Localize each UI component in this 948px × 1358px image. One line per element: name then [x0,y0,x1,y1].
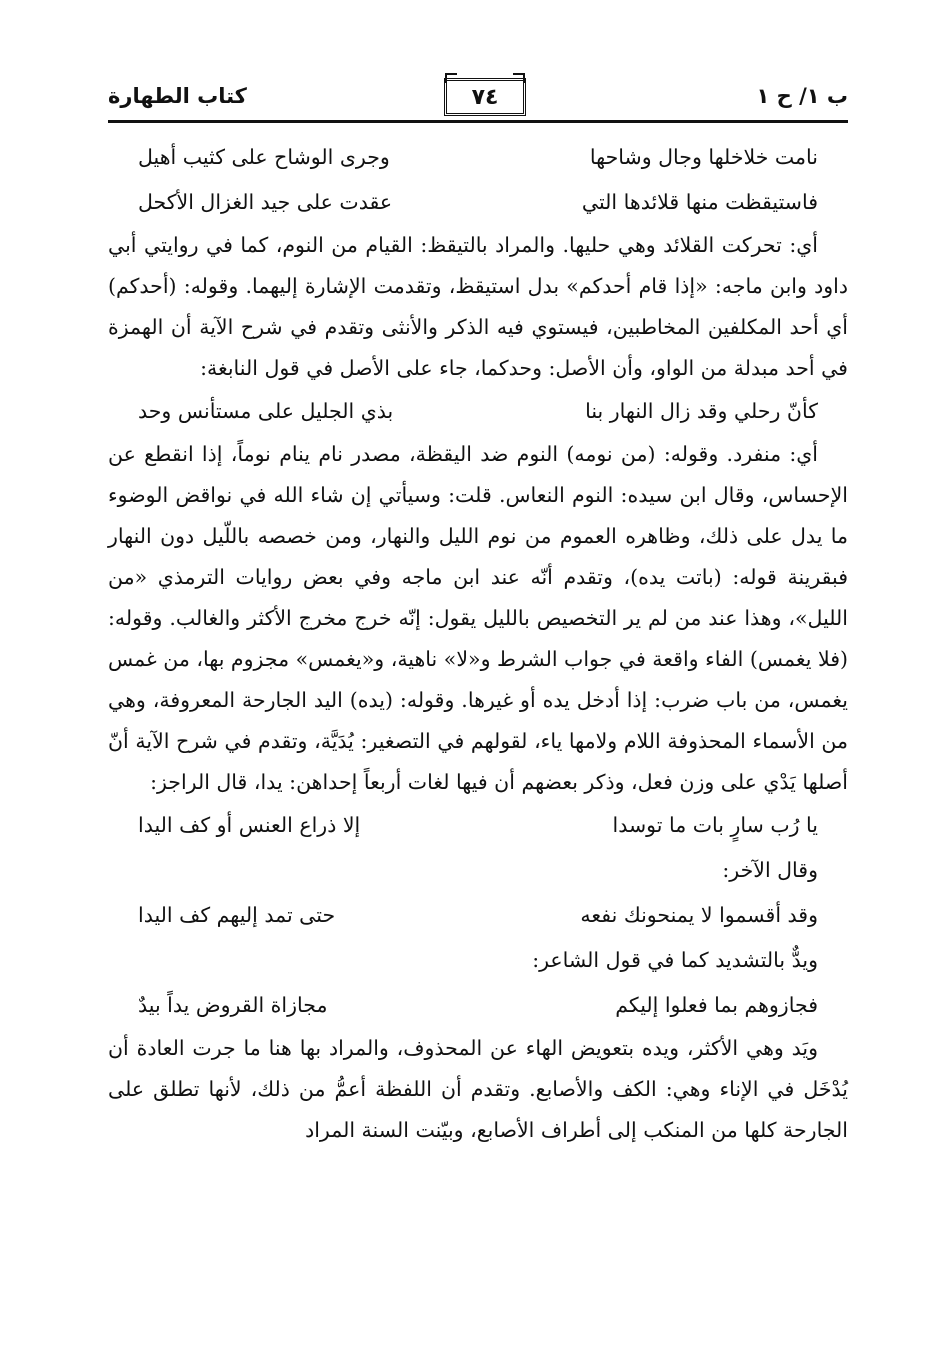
verse-line [108,893,848,938]
verse-line [108,389,848,434]
paragraph: أي: تحركت القلائد وهي حليها. والمراد بالتيقظ: القيام من النوم، كما في روايتي أبي داود وابن ماجه: «إذا قام أحدكم» بدل استيقظ، وتقدمت الإشارة إليهما. وقوله: (أحدكم) أي أحد المكلفين المخاطبين، فيستوي فيه الذكر والأنثى وتقدم في شرح الآية أن الهمزة في أحد مبدلة من الواو، وأن الأصل: وحدكما، جاء على الأصل في قول النابغة: [108,233,848,380]
running-head [108,78,848,118]
verse-second-hemistich: إلا ذراع العنس أو كف اليدا [138,813,361,837]
verse-first-hemistich: وقد أقسموا لا يمنحونك نفعه [580,903,818,927]
volume-reference: ب ١/ ح ١ [756,84,848,108]
book-title: كتاب الطهارة [108,84,247,108]
verse-second-hemistich: وجرى الوشاح على كثيب أهيل [138,145,390,169]
verse-second-hemistich: بذي الجليل على مستأنس وحد [138,399,394,423]
paragraph: أي: منفرد. وقوله: (من نومه) النوم ضد اليقظة، مصدر نام ينام نوماً، إذا انقطع عن الإحساس، وقال ابن سيده: النوم النعاس. قلت: وسيأتي إن شاء الله في نواقض الوضوء ما يدل على ذلك، وظاهره العموم من نوم الليل والنهار، ومن خصصه باللّيل دون النهار فبقرينة قوله: (باتت يده)، وتقدم أنّه عند ابن ماجه وفي بعض روايات الترمذي «من الليل»، وهذا عند من لم ير التخصيص بالليل يقول: إنّه خرج مخرج الأكثر والغالب. وقوله: (فلا يغمس) الفاء واقعة في جواب الشرط و«لا» ناهية، و«يغمس» مجزوم بها، من غمس يغمس، من باب ضرب: إذا أدخل يده أو غيرها. وقوله: (يده) اليد الجارحة المعروفة، وهي من الأسماء المحذوفة اللام ولامها ياء، لقولهم في التصغير: يُدَيَّة، وتقدم في شرح الآية أنّ أصلها يَدْي على وزن فعل، وذكر بعضهم أن فيها لغات أربعاً إحداهن: يدا، قال الراجز: [108,442,848,794]
text-line: وقال الآخر: [722,858,818,882]
page-number: ٧٤ [444,78,526,116]
verse-line [108,135,848,180]
verse-first-hemistich: كأنّ رحلي وقد زال النهار بنا [585,399,818,423]
text-line: ويدٌّ بالتشديد كما في قول الشاعر: [532,948,818,972]
header-rule [108,120,848,123]
verse-first-hemistich: نامت خلاخلها وجال وشاحها [589,145,818,169]
verse-line [108,803,848,848]
verse-first-hemistich: فجازوهم بما فعلوا إليكم [615,993,818,1017]
paragraph: ويَد وهي الأكثر، ويده بتعويض الهاء عن المحذوف، والمراد بها هنا ما جرت العادة أن يُدْخَل في الإناء وهي: الكف والأصابع. وتقدم أن اللفظة أعمُّ من ذلك، لأنها تطلق على الجارحة كلها من المنكب إلى أطراف الأصابع، وبيّنت السنة المراد [108,1036,848,1142]
verse-line [108,983,848,1028]
verse-second-hemistich: حتى تمد إليهم كف اليدا [138,903,336,927]
body-text [108,135,848,1151]
verse-line [108,180,848,225]
verse-first-hemistich: يا رُب سارٍ بات ما توسدا [612,813,818,837]
verse-first-hemistich: فاستيقظت منها قلائدها التي [581,190,818,214]
verse-second-hemistich: عقدت على جيد الغزال الأكحل [138,190,393,214]
verse-second-hemistich: مجازاة القروض يداً بيدٌ [138,993,328,1017]
